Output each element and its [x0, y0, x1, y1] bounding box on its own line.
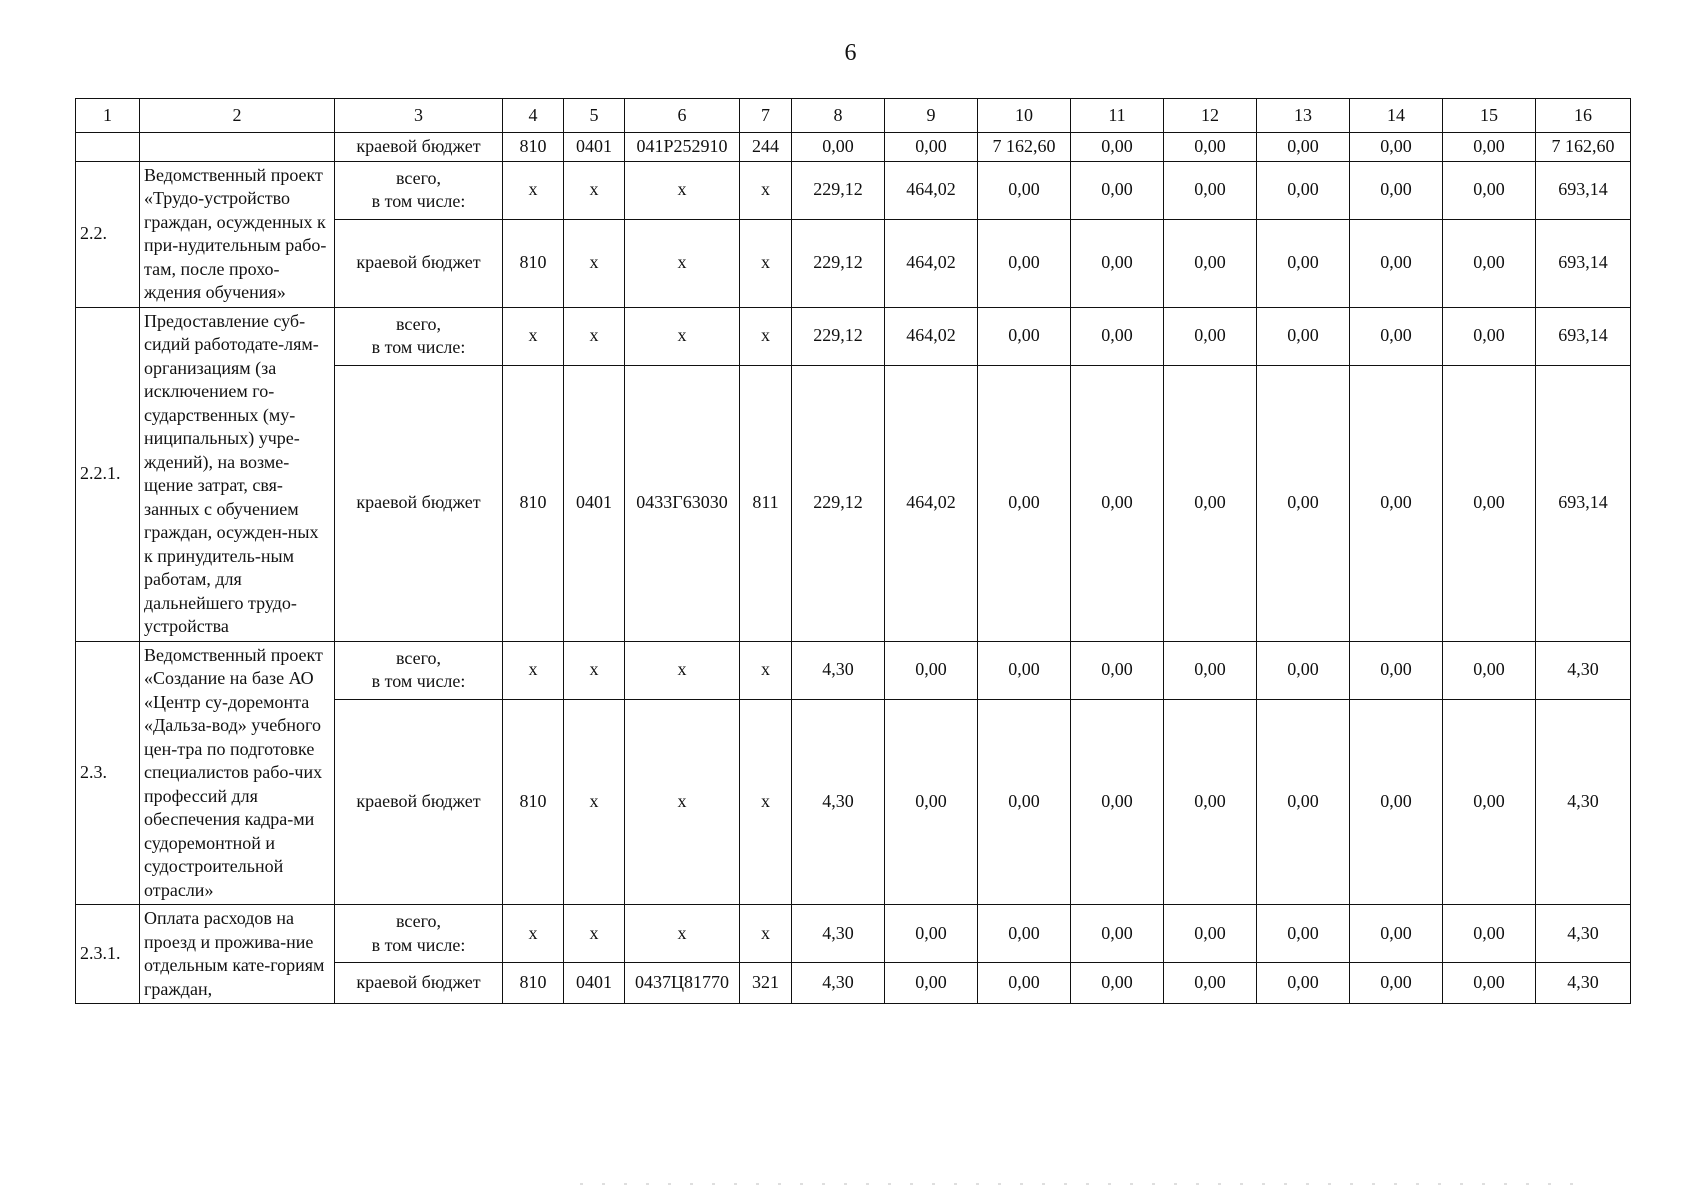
- cell: 4,30: [792, 699, 885, 905]
- cell: 0,00: [978, 307, 1071, 365]
- cell: 464,02: [885, 365, 978, 641]
- cell: 0,00: [1443, 307, 1536, 365]
- cell: 0,00: [1443, 219, 1536, 307]
- cell: 0,00: [1350, 133, 1443, 162]
- cell: 0401: [564, 365, 625, 641]
- cell: 0,00: [1071, 161, 1164, 219]
- cell: x: [503, 641, 564, 699]
- cell: 693,14: [1536, 219, 1631, 307]
- column-header: 6: [625, 99, 740, 133]
- column-header: 7: [740, 99, 792, 133]
- index-cell: 2.3.1.: [76, 905, 140, 1004]
- cell: 0,00: [1164, 641, 1257, 699]
- cell: x: [740, 219, 792, 307]
- cell: 0,00: [1350, 365, 1443, 641]
- cell: 0,00: [1257, 963, 1350, 1004]
- scan-artifact: [580, 1183, 1580, 1185]
- cell: 4,30: [1536, 963, 1631, 1004]
- cell: 0,00: [978, 365, 1071, 641]
- cell: x: [564, 307, 625, 365]
- total-label: всего, в том числе:: [371, 167, 466, 211]
- column-header: 11: [1071, 99, 1164, 133]
- cell: 0,00: [1257, 699, 1350, 905]
- cell: 0401: [564, 133, 625, 162]
- cell: 0,00: [1071, 307, 1164, 365]
- funding-source-cell: краевой бюджет: [335, 133, 503, 162]
- cell: 0,00: [1164, 161, 1257, 219]
- cell: 810: [503, 219, 564, 307]
- column-header: 14: [1350, 99, 1443, 133]
- cell: x: [740, 641, 792, 699]
- cell: 229,12: [792, 219, 885, 307]
- cell: 0,00: [1443, 641, 1536, 699]
- cell: x: [564, 219, 625, 307]
- cell: 0,00: [1164, 219, 1257, 307]
- name-cell: Ведомственный проект «Создание на базе АО «Центр су-доремонта «Дальза-вод» учебного цен-тра по подготовке специалистов рабо-чих профессий для обеспечения кадра-ми судоремонтной и судостроительной отрасли»: [140, 641, 335, 905]
- cell: 464,02: [885, 307, 978, 365]
- table-row: [76, 905, 1631, 963]
- cell: 464,02: [885, 219, 978, 307]
- cell: 0,00: [1164, 133, 1257, 162]
- cell: 0,00: [1350, 307, 1443, 365]
- funding-source-cell: [335, 641, 503, 699]
- index-cell: 2.2.: [76, 161, 140, 307]
- index-cell: 2.2.1.: [76, 307, 140, 641]
- cell: x: [564, 699, 625, 905]
- cell: 4,30: [1536, 905, 1631, 963]
- funding-source-cell: краевой бюджет: [335, 699, 503, 905]
- cell: 810: [503, 963, 564, 1004]
- cell: 0,00: [1164, 963, 1257, 1004]
- cell: 0,00: [1257, 365, 1350, 641]
- table-row: [76, 641, 1631, 699]
- cell: 0,00: [1350, 699, 1443, 905]
- cell: 0,00: [885, 905, 978, 963]
- cell: x: [625, 307, 740, 365]
- total-label: всего, в том числе:: [371, 313, 466, 357]
- cell: 464,02: [885, 161, 978, 219]
- cell: x: [503, 905, 564, 963]
- cell: x: [625, 699, 740, 905]
- funding-source-cell: краевой бюджет: [335, 219, 503, 307]
- cell: 0,00: [1164, 307, 1257, 365]
- cell: 0,00: [885, 133, 978, 162]
- column-header: 1: [76, 99, 140, 133]
- funding-source-cell: [335, 161, 503, 219]
- column-header: 4: [503, 99, 564, 133]
- cell: 229,12: [792, 307, 885, 365]
- cell: 0,00: [1071, 365, 1164, 641]
- cell: 0,00: [1443, 365, 1536, 641]
- cell: 0,00: [1350, 219, 1443, 307]
- column-header: 15: [1443, 99, 1536, 133]
- cell: 693,14: [1536, 365, 1631, 641]
- cell: x: [564, 905, 625, 963]
- cell: 0,00: [1071, 133, 1164, 162]
- cell: x: [740, 905, 792, 963]
- cell: 811: [740, 365, 792, 641]
- cell: 0401: [564, 963, 625, 1004]
- index-cell: 2.3.: [76, 641, 140, 905]
- budget-table: [75, 98, 1631, 1004]
- cell: 0,00: [978, 963, 1071, 1004]
- column-header: 9: [885, 99, 978, 133]
- cell: 0,00: [1350, 641, 1443, 699]
- column-header: 3: [335, 99, 503, 133]
- column-header: 13: [1257, 99, 1350, 133]
- cell: x: [625, 905, 740, 963]
- total-label: всего, в том числе:: [371, 911, 466, 955]
- index-cell: [76, 133, 140, 162]
- funding-source-cell: краевой бюджет: [335, 963, 503, 1004]
- cell: 0,00: [1071, 699, 1164, 905]
- cell: 0,00: [1071, 905, 1164, 963]
- cell: 0,00: [1257, 133, 1350, 162]
- cell: 693,14: [1536, 161, 1631, 219]
- name-cell: [140, 133, 335, 162]
- cell: 0,00: [1164, 905, 1257, 963]
- cell: 0,00: [978, 641, 1071, 699]
- cell: 0,00: [1257, 641, 1350, 699]
- column-header: 12: [1164, 99, 1257, 133]
- cell: 0,00: [1350, 963, 1443, 1004]
- column-header: 5: [564, 99, 625, 133]
- cell: 4,30: [792, 905, 885, 963]
- table-row: [76, 307, 1631, 365]
- cell: 0,00: [1071, 641, 1164, 699]
- cell: x: [503, 161, 564, 219]
- cell: 0433Г63030: [625, 365, 740, 641]
- cell: 0,00: [1443, 161, 1536, 219]
- name-cell: Ведомственный проект «Трудо-устройство граждан, осужденных к при-нудительным рабо-там, после прохо-ждения обучения»: [140, 161, 335, 307]
- cell: x: [564, 161, 625, 219]
- column-header: 10: [978, 99, 1071, 133]
- cell: 0,00: [1071, 219, 1164, 307]
- cell: 4,30: [792, 641, 885, 699]
- cell: 810: [503, 133, 564, 162]
- cell: 7 162,60: [1536, 133, 1631, 162]
- cell: 229,12: [792, 161, 885, 219]
- cell: 041P252910: [625, 133, 740, 162]
- cell: 0,00: [1257, 161, 1350, 219]
- cell: 0,00: [1443, 133, 1536, 162]
- funding-source-cell: краевой бюджет: [335, 365, 503, 641]
- name-cell: Оплата расходов на проезд и прожива-ние отдельным кате-гориям граждан,: [140, 905, 335, 1004]
- cell: 244: [740, 133, 792, 162]
- cell: 0,00: [1350, 161, 1443, 219]
- table-row: [76, 161, 1631, 219]
- cell: x: [740, 161, 792, 219]
- cell: 693,14: [1536, 307, 1631, 365]
- header-row: [76, 99, 1631, 133]
- total-label: всего, в том числе:: [371, 647, 466, 691]
- cell: 0,00: [1350, 905, 1443, 963]
- cell: 0,00: [1443, 963, 1536, 1004]
- cell: 0,00: [885, 641, 978, 699]
- column-header: 16: [1536, 99, 1631, 133]
- cell: 4,30: [1536, 699, 1631, 905]
- cell: x: [503, 307, 564, 365]
- cell: x: [740, 699, 792, 905]
- cell: 0,00: [978, 219, 1071, 307]
- funding-source-cell: [335, 905, 503, 963]
- name-cell: Предоставление суб-сидий работодате-лям-организациям (за исключением го-сударственных (му-ниципальных) учре-ждений), на возме-щение затрат, свя-занных с обучением граждан, осужден-ных к принудитель-ным работам, для дальнейшего трудо-устройства: [140, 307, 335, 641]
- continuation-row: [76, 133, 1631, 162]
- cell: 0,00: [792, 133, 885, 162]
- cell: 0437Ц81770: [625, 963, 740, 1004]
- cell: 0,00: [885, 699, 978, 905]
- cell: 0,00: [978, 905, 1071, 963]
- cell: 810: [503, 699, 564, 905]
- cell: 0,00: [1443, 699, 1536, 905]
- cell: 0,00: [1257, 905, 1350, 963]
- cell: x: [625, 641, 740, 699]
- cell: 229,12: [792, 365, 885, 641]
- cell: x: [625, 219, 740, 307]
- cell: 7 162,60: [978, 133, 1071, 162]
- cell: 0,00: [1443, 905, 1536, 963]
- cell: x: [625, 161, 740, 219]
- cell: 810: [503, 365, 564, 641]
- cell: 0,00: [1164, 365, 1257, 641]
- page-number: 6: [844, 40, 857, 66]
- cell: 0,00: [1257, 219, 1350, 307]
- cell: 321: [740, 963, 792, 1004]
- column-header: 2: [140, 99, 335, 133]
- cell: 0,00: [978, 161, 1071, 219]
- cell: x: [564, 641, 625, 699]
- cell: 4,30: [1536, 641, 1631, 699]
- cell: 0,00: [885, 963, 978, 1004]
- cell: x: [740, 307, 792, 365]
- cell: 0,00: [1071, 963, 1164, 1004]
- cell: 0,00: [1164, 699, 1257, 905]
- cell: 0,00: [978, 699, 1071, 905]
- cell: 0,00: [1257, 307, 1350, 365]
- cell: 4,30: [792, 963, 885, 1004]
- funding-source-cell: [335, 307, 503, 365]
- column-header: 8: [792, 99, 885, 133]
